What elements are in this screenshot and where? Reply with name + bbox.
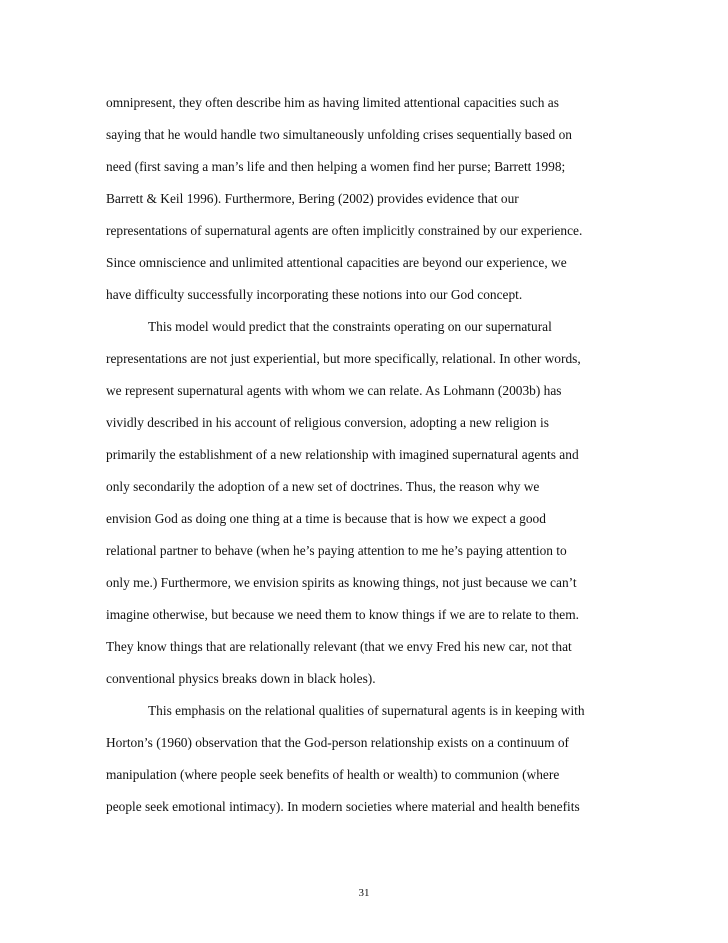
text-line: They know things that are relationally relevant (that we envy Fred his new car, not that (106, 639, 572, 654)
text-line: Horton’s (1960) observation that the God-person relationship exists on a continuum of (106, 735, 570, 750)
text-line: representations of supernatural agents are often implicitly constrained by our experience. (106, 223, 583, 238)
text-line: people seek emotional intimacy). In modern societies where material and health benefits (106, 799, 580, 814)
text-line: Since omniscience and unlimited attentional capacities are beyond our experience, we (106, 255, 567, 270)
text-line: only secondarily the adoption of a new set of doctrines. Thus, the reason why we (106, 479, 540, 494)
text-line: conventional physics breaks down in black holes). (106, 671, 376, 686)
text-line: need (first saving a man’s life and then helping a women find her purse; Barrett 1998; (106, 159, 566, 174)
text-line: we represent supernatural agents with whom we can relate. As Lohmann (2003b) has (106, 383, 562, 398)
text-line: manipulation (where people seek benefits of health or wealth) to communion (where (106, 767, 560, 782)
text-line: representations are not just experiential, but more specifically, relational. In other words, (106, 351, 581, 366)
text-line: Barrett & Keil 1996). Furthermore, Bering (2002) provides evidence that our (106, 191, 519, 206)
text-line: have difficulty successfully incorporating these notions into our God concept. (106, 287, 523, 302)
text-line: envision God as doing one thing at a time is because that is how we expect a good (106, 511, 546, 526)
text-line: saying that he would handle two simultaneously unfolding crises sequentially based on (106, 127, 572, 142)
paragraph-start-line: This model would predict that the constraints operating on our supernatural (148, 319, 552, 334)
page-number: 31 (358, 887, 370, 899)
text-line: primarily the establishment of a new relationship with imagined supernatural agents and (106, 447, 579, 462)
text-line: relational partner to behave (when he’s paying attention to me he’s paying attention to (106, 543, 567, 558)
text-line: omnipresent, they often describe him as having limited attentional capacities such as (106, 95, 559, 110)
text-line: only me.) Furthermore, we envision spirits as knowing things, not just because we can’t (106, 575, 577, 590)
paragraph-start-line: This emphasis on the relational qualities of supernatural agents is in keeping with (148, 703, 585, 718)
text-line: vividly described in his account of religious conversion, adopting a new religion is (106, 415, 549, 430)
text-line: imagine otherwise, but because we need them to know things if we are to relate to them. (106, 607, 579, 622)
